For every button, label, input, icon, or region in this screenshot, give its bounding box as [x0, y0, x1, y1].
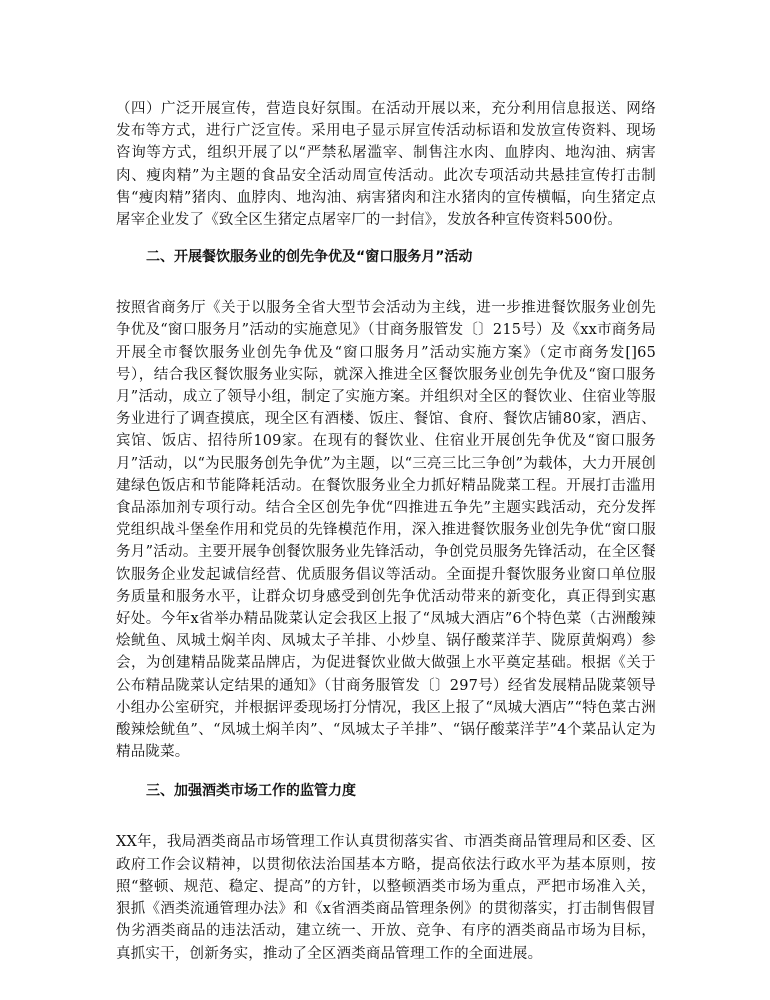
paragraph-publicity: （四）广泛开展宣传，营造良好氛围。在活动开展以来，充分利用信息报送、网络发布等方式，进行广泛宣传。采用电子显示屏宣传活动标语和发放宣传资料、现场咨询等方式，组织开展了以“严禁私屠滥宰、制售注水肉、血脖肉、地沟油、病害肉、瘦肉精”为主题的食品安全活动周宣传活动。此次专项活动共悬挂宣传打击制售“瘦肉精”猪肉、血脖肉、地沟油、病害猪肉和注水猪肉的宣传横幅，向生猪定点屠宰企业发了《致全区生猪定点屠宰厂的一封信》，发放各种宣传资料500份。	[116, 101, 656, 229]
section-heading-liquor: 三、加强酒类市场工作的监管力度	[146, 783, 356, 800]
paragraph-catering: 按照省商务厅《关于以服务全省大型节会活动为主线，进一步推进餐饮服务业创先争优及“窗口服务月”活动的实施意见》（甘商务服管发〔〕215号）及《xx市商务局开展全市餐饮服务业创先争优及“窗口服务月”活动实施方案》（定市商务发[]65号），结合我区餐饮服务业实际，就深入推进全区餐饮服务业创先争优及“窗口服务月”活动，成立了领导小组，制定了实施方案。并组织对全区的餐饮业、住宿业等服务业进行了调查摸底，现全区有酒楼、饭庄、餐馆、食府、餐饮店铺80家，酒店、宾馆、饭店、招待所109家。在现有的餐饮业、住宿业开展创先争优及“窗口服务月”活动，以“为民服务创先争优”为主题，以“三亮三比三争创”为载体，大力开展创建绿色饭店和节能降耗活动。在餐饮服务业全力抓好精品陇菜工程。开展打击滥用食品添加剂专项行动。结合全区创先争优“四推进五争先”主题实践活动，充分发挥党组织战斗堡垒作用和党员的先锋模范作用，深入推进餐饮服务业创先争优“窗口服务月”活动。主要开展争创餐饮服务业先锋活动，争创党员服务先锋活动，在全区餐饮服务企业发起诚信经营、优质服务倡议等活动。全面提升餐饮服务业窗口单位服务质量和服务水平，让群众切身感受到创先争优活动带来的新变化，真正得到实惠好处。今年x省举办精品陇菜认定会我区上报了“凤城大酒店”6个特色菜（古洲酸辣烩鱿鱼、凤城土焖羊肉、凤城太子羊排、小炒皇、锅仔酸菜洋芋、陇原黄焖鸡）参会，为创建精品陇菜品牌店，为促进餐饮业做大做强上水平奠定基础。根据《关于公布精品陇菜认定结果的通知》（甘商务服管发〔〕297号）经省发展精品陇菜领导小组办公室研究，并根据评委现场打分情况，我区上报了“凤城大酒店”“特色菜古洲酸辣烩鱿鱼”、“凤城土焖羊肉”、“凤城太子羊排”、“锅仔酸菜洋芋”4个菜品认定为精品陇菜。	[116, 300, 656, 761]
document-page	[116, 98, 656, 965]
paragraph-liquor: XX年，我局酒类商品市场管理工作认真贯彻落实省、市酒类商品管理局和区委、区政府工作会议精神，以贯彻依法治国基本方略，提高依法行政水平为基本原则，按照“整顿、规范、稳定、提高”的方针，以整顿酒类市场为重点，严把市场准入关，狠抓《酒类流通管理办法》和《x省酒类商品管理条例》的贯彻落实，打击制售假冒伪劣酒类商品的违法活动，建立统一、开放、竞争、有序的酒类商品市场为目标，真抓实干，创新务实，推动了全区酒类商品管理工作的全面进展。	[116, 834, 656, 962]
section-heading-catering: 二、开展餐饮服务业的创先争优及“窗口服务月”活动	[146, 249, 473, 266]
